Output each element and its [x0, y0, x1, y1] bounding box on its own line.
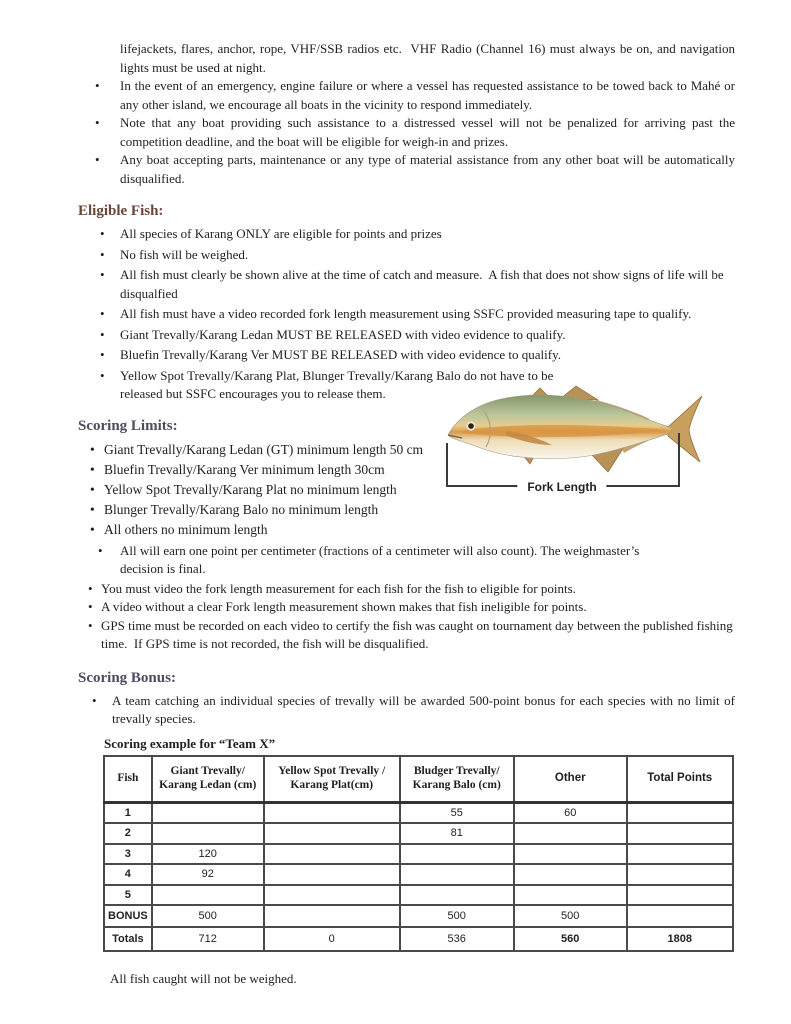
bullet-item	[100, 346, 735, 365]
table-cell	[152, 823, 264, 844]
table-cell	[514, 864, 627, 885]
bullet-item	[88, 580, 735, 599]
bullet-dot	[90, 440, 104, 460]
eligible-fish-heading: Eligible Fish:	[78, 203, 164, 219]
table-cell	[400, 864, 514, 885]
table-cell: Totals	[104, 927, 152, 951]
bullet-item	[90, 440, 430, 460]
bullet-text: Note that any boat providing such assistance to a distressed vessel will not be penalized for arriving past the competition deadline, and the boat will be eligible for weigh-in and prizes.	[120, 115, 739, 149]
table-cell: 2	[104, 823, 152, 844]
trevally-fish-illustration	[444, 383, 710, 475]
table-cell	[627, 905, 733, 927]
bullet-item	[90, 500, 430, 520]
scoring-bonus-heading: Scoring Bonus:	[78, 669, 176, 686]
table-cell: 92	[152, 864, 264, 885]
bullet-item	[90, 480, 430, 500]
col-header-yellow-spot-trevally: Yellow Spot Trevally / Karang Plat(cm)	[264, 756, 400, 802]
bullet-dot	[90, 520, 104, 540]
bullet-item	[92, 692, 739, 729]
bullet-text: A team catching an individual species of trevally will be awarded 500-point bonus for each species with no limit of trevally species.	[112, 692, 739, 726]
bullet-item	[88, 598, 735, 617]
bullet-text: You must video the fork length measurement for each fish for the fish to eligible for points.	[101, 580, 576, 596]
table-row	[104, 885, 733, 906]
bullet-text: All fish must have a video recorded fork length measurement using SSFC provided measuring tape to qualify.	[120, 306, 692, 321]
table-cell: 81	[400, 823, 514, 844]
section-scoring-bonus	[78, 669, 739, 953]
bullet-dot	[90, 460, 104, 480]
bullet-item	[95, 77, 739, 114]
scoring-example-table	[103, 755, 734, 952]
fish-figure	[444, 383, 710, 494]
col-header-giant-trevally: Giant Trevally/ Karang Ledan (cm)	[152, 756, 264, 802]
fork-length-label: Fork Length	[517, 480, 606, 494]
table-cell: 712	[152, 927, 264, 951]
table-cell: BONUS	[104, 905, 152, 927]
table-cell	[264, 823, 400, 844]
table-row	[104, 864, 733, 885]
bullet-item	[100, 266, 735, 303]
bullet-dot	[100, 305, 120, 324]
bullet-item	[100, 246, 735, 265]
scoring-limits-video-list	[78, 580, 735, 654]
table-cell	[514, 844, 627, 865]
bullet-text: Bluefin Trevally/Karang Ver minimum length 30cm	[104, 461, 385, 477]
table-cell: 500	[152, 905, 264, 927]
table-cell: 3	[104, 844, 152, 865]
bullet-item	[100, 326, 735, 345]
table-cell	[400, 885, 514, 906]
table-cell: 4	[104, 864, 152, 885]
table-cell: 560	[514, 927, 627, 951]
table-row	[104, 802, 733, 823]
bullet-item	[90, 460, 430, 480]
table-cell: 5	[104, 885, 152, 906]
table-cell	[152, 802, 264, 823]
table-cell: 536	[400, 927, 514, 951]
bracket-right-tick	[678, 433, 680, 487]
section-intro	[78, 40, 739, 188]
bullet-text: Blunger Trevally/Karang Balo no minimum length	[104, 501, 379, 517]
table-cell: 120	[152, 844, 264, 865]
bullet-text: GPS time must be recorded on each video to certify the fish was caught on tournament day between the published fishing time. If GPS time is not recorded, the fish will be disqualified.	[101, 617, 737, 651]
table-row	[104, 823, 733, 844]
bullet-item	[95, 114, 739, 151]
bullet-item	[88, 617, 735, 654]
table-cell: 1808	[627, 927, 733, 951]
col-header-fish: Fish	[104, 756, 152, 802]
table-cell	[514, 885, 627, 906]
bullet-text: Any boat accepting parts, maintenance or any type of material assistance from any other boat will be automatically disqualified.	[120, 152, 739, 186]
bullet-dot	[100, 367, 120, 386]
table-cell	[514, 823, 627, 844]
bullet-item	[90, 520, 430, 540]
bullet-text: Yellow Spot Trevally/Karang Plat, Blunger Trevally/Karang Balo do not have to be released but SSFC encourages you to release them.	[120, 367, 557, 401]
table-cell	[152, 885, 264, 906]
bullet-text: Bluefin Trevally/Karang Ver MUST BE RELEASED with video evidence to qualify.	[120, 347, 561, 362]
table-cell: 60	[514, 802, 627, 823]
intro-continuation-text: lifejackets, flares, anchor, rope, VHF/SSB radios etc. VHF Radio (Channel 16) must always be on, and navigation lights must be used at night.	[120, 41, 739, 75]
bullet-text: All will earn one point per centimeter (fractions of a centimeter will also count). The weighmaster’s decision is final.	[120, 542, 643, 576]
scoring-limits-list	[78, 440, 430, 540]
table-cell	[400, 844, 514, 865]
table-cell: 55	[400, 802, 514, 823]
table-cell	[264, 844, 400, 865]
table-cell	[264, 864, 400, 885]
bullet-item	[95, 151, 739, 188]
bullet-text: No fish will be weighed.	[120, 246, 249, 262]
bullet-dot	[92, 692, 112, 711]
bullet-text: Yellow Spot Trevally/Karang Plat no minimum length	[104, 481, 397, 497]
table-cell	[264, 885, 400, 906]
bullet-text: All species of Karang ONLY are eligible for points and prizes	[120, 226, 442, 241]
bullet-dot	[88, 598, 101, 617]
fork-length-bracket	[444, 475, 680, 494]
table-row-bonus	[104, 905, 733, 927]
bullet-item	[100, 225, 735, 244]
table-cell	[264, 905, 400, 927]
bullet-dot	[95, 77, 120, 96]
bullet-dot	[100, 246, 120, 265]
table-cell	[627, 802, 733, 823]
table-cell: 1	[104, 802, 152, 823]
bullet-dot	[90, 480, 104, 500]
bullet-dot	[95, 114, 120, 133]
footer-note: All fish caught will not be weighed.	[110, 971, 297, 986]
table-cell: 500	[400, 905, 514, 927]
col-header-bludger-trevally: Bludger Trevally/ Karang Balo (cm)	[400, 756, 514, 802]
bullet-item	[98, 542, 735, 579]
bullet-dot	[100, 326, 120, 345]
bullet-dot	[88, 617, 101, 636]
table-cell: 0	[264, 927, 400, 951]
table-cell	[627, 864, 733, 885]
bullet-dot	[100, 266, 120, 285]
bullet-text: All fish must clearly be shown alive at the time of catch and measure. A fish that does not show signs of life will be disqualfied	[120, 267, 727, 301]
bullet-dot	[90, 500, 104, 520]
bullet-text: In the event of an emergency, engine failure or where a vessel has requested assistance to be towed back to Mahé or any other island, we encourage all boats in the vicinity to respond immediately.	[120, 78, 739, 112]
bullet-dot	[95, 151, 120, 170]
bullet-text: A video without a clear Fork length measurement shown makes that fish ineligible for points.	[101, 599, 587, 614]
table-cell	[627, 844, 733, 865]
section-eligible-fish	[78, 202, 735, 404]
bullet-text: Giant Trevally/Karang Ledan MUST BE RELEASED with video evidence to qualify.	[120, 326, 566, 342]
table-cell	[627, 885, 733, 906]
col-header-other: Other	[514, 756, 627, 802]
bullet-item	[100, 305, 735, 324]
bullet-dot	[98, 542, 120, 561]
bullet-dot	[100, 346, 120, 365]
table-cell	[264, 802, 400, 823]
table-caption: Scoring example for “Team X”	[104, 735, 276, 751]
col-header-total-points: Total Points	[627, 756, 733, 802]
bracket-left-tick	[446, 443, 448, 487]
table-header-row	[104, 756, 733, 802]
bullet-text: Giant Trevally/Karang Ledan (GT) minimum length 50 cm	[104, 441, 424, 457]
scoring-limits-heading: Scoring Limits:	[78, 417, 178, 434]
table-cell: 500	[514, 905, 627, 927]
table-cell	[627, 823, 733, 844]
bullet-dot	[100, 225, 120, 244]
table-row-totals	[104, 927, 733, 951]
bullet-dot	[88, 580, 101, 599]
bullet-text: All others no minimum length	[104, 521, 268, 537]
table-row	[104, 844, 733, 865]
